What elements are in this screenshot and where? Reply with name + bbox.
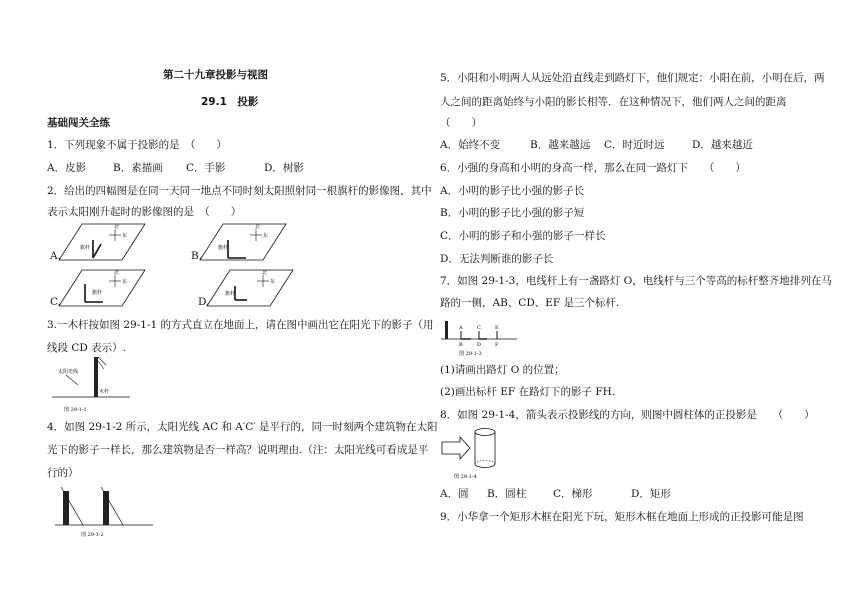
q2-a-north: 北 xyxy=(114,224,120,230)
q2-label-c: C. xyxy=(50,296,61,308)
q5-line3: （ ） xyxy=(440,117,482,129)
q6-stem: 6．小强的身高和小明的身高一样，那么在同一路灯下 （ ） xyxy=(440,162,746,174)
q4-line1: 4．如图 29-1-2 所示，太阳光线 AC 和 A′C′ 是平行的，同一时刻两个建筑物在太阳 xyxy=(47,421,438,433)
q6-option-c: C．小明的影子和小强的影子一样长 xyxy=(440,230,606,242)
q5-option-d: D．越来越近 xyxy=(692,139,753,151)
q5-option-b: B．越来越远 xyxy=(530,139,591,151)
q6-option-b: B．小明的影子比小强的影子短 xyxy=(440,207,585,219)
q2-figure-d xyxy=(205,268,295,308)
q8-stem: 8．如图 29-1-4，箭头表示投影线的方向，则图中圆柱体的正投影是 （ ） xyxy=(440,409,815,421)
q2-label-b: B. xyxy=(191,250,203,262)
q3-pole-label: 木杆 xyxy=(99,389,110,395)
q7-letter-e: E xyxy=(495,325,499,331)
q5-option-a: A．始终不变 xyxy=(440,139,501,151)
q3-line1: 3.一木杆按如图 29-1-1 的方式直立在地面上，请在图中画出它在阳光下的影子（用 xyxy=(47,319,434,331)
subsection-title: 基础闯关全练 xyxy=(47,117,110,129)
q5-line2: 人之间的距离始终与小阳的影长相等．在这种情况下，他们两人之间的距离 xyxy=(440,96,787,108)
q8-option-b: B．圆柱 xyxy=(487,488,527,500)
q2-b-north: 北 xyxy=(255,224,261,230)
q1-option-b: B．素描画 xyxy=(113,162,163,174)
q2-line1: 2．给出的四幅图是在同一天同一地点不同时刻太阳照射同一根旗杆的影像图，其中 xyxy=(47,185,432,197)
q2-label-d: D. xyxy=(198,296,210,308)
q7-letter-b: B xyxy=(459,342,463,348)
q4-caption: 图 29-1-2 xyxy=(81,532,104,538)
q7-sub2: (2)画出标杆 EF 在路灯下的影子 FH. xyxy=(440,386,616,398)
q2-d-east: 东 xyxy=(270,279,276,285)
q3-figure xyxy=(52,355,132,415)
q8-figure xyxy=(440,426,520,484)
q1-option-c: C．手影 xyxy=(186,162,226,174)
section-title: 29.1 投影 xyxy=(201,96,259,108)
q2-c-pole: 旗杆 xyxy=(92,290,103,296)
q8-caption: 图 29-1-4 xyxy=(454,474,477,480)
q4-line3: 行的） xyxy=(47,467,79,479)
q9-stem: 9．小华拿一个矩形木框在阳光下玩，矩形木框在地面上形成的正投影可能是图 xyxy=(440,511,804,523)
q8-option-a: A．圆 xyxy=(440,488,469,500)
q2-b-east: 东 xyxy=(263,233,269,239)
q2-line2: 表示太阳刚升起时的影像图的是 （ ） xyxy=(47,206,242,218)
q5-option-c: C．时近时远 xyxy=(604,139,665,151)
q4-line2: 光下的影子一样长，那么建筑物是否一样高？说明理由.（注：太阳光线可看成是平 xyxy=(47,444,429,456)
q6-option-a: A．小明的影子比小强的影子长 xyxy=(440,185,585,197)
q2-c-east: 东 xyxy=(122,279,128,285)
chapter-title: 第二十九章投影与视图 xyxy=(163,69,268,81)
q3-caption: 图 29-1-1 xyxy=(64,407,87,413)
q7-caption: 图 29-1-3 xyxy=(459,351,482,357)
q5-line1: 5．小阳和小明两人从远处沿直线走到路灯下，他们规定：小阳在前，小明在后，两 xyxy=(440,72,825,84)
q8-option-d: D．矩形 xyxy=(631,488,671,500)
q2-a-pole: 旗杆 xyxy=(80,245,91,251)
q4-figure xyxy=(55,485,155,541)
q1-option-a: A．皮影 xyxy=(47,162,87,174)
q7-line1: 7．如图 29-1-3，电线杆上有一盏路灯 O，电线杆与三个等高的标杆整齐地排列在马 xyxy=(440,275,832,287)
q1-option-d: D．树影 xyxy=(264,162,304,174)
q3-line2: 线段 CD 表示）. xyxy=(47,342,126,354)
q1-stem: 1．下列现象不属于投影的是 （ ） xyxy=(47,139,227,151)
q3-sun-label: 太阳光线 xyxy=(58,369,79,375)
q2-label-a: A. xyxy=(50,250,61,262)
q8-option-c: C．梯形 xyxy=(553,488,593,500)
q7-letter-c: C xyxy=(477,325,481,331)
q7-line2: 路的一侧，AB、CD、EF 是三个标杆. xyxy=(440,297,620,309)
q2-d-north: 北 xyxy=(262,270,268,276)
q2-d-pole: 旗杆 xyxy=(225,291,236,297)
q7-letter-a: A xyxy=(459,325,463,331)
q2-figure-a xyxy=(57,222,147,262)
q2-figure-b xyxy=(198,222,288,262)
q2-c-north: 北 xyxy=(114,270,120,276)
q7-letter-f: F xyxy=(495,342,499,348)
q2-figure-c xyxy=(57,268,147,308)
q7-figure xyxy=(441,315,521,359)
q2-b-pole: 旗杆 xyxy=(218,245,229,251)
q2-a-east: 东 xyxy=(122,233,128,239)
q7-letter-d: D xyxy=(477,342,482,348)
q6-option-d: D．无法判断谁的影子长 xyxy=(440,253,554,265)
q7-sub1: (1)请画出路灯 O 的位置； xyxy=(440,364,565,376)
